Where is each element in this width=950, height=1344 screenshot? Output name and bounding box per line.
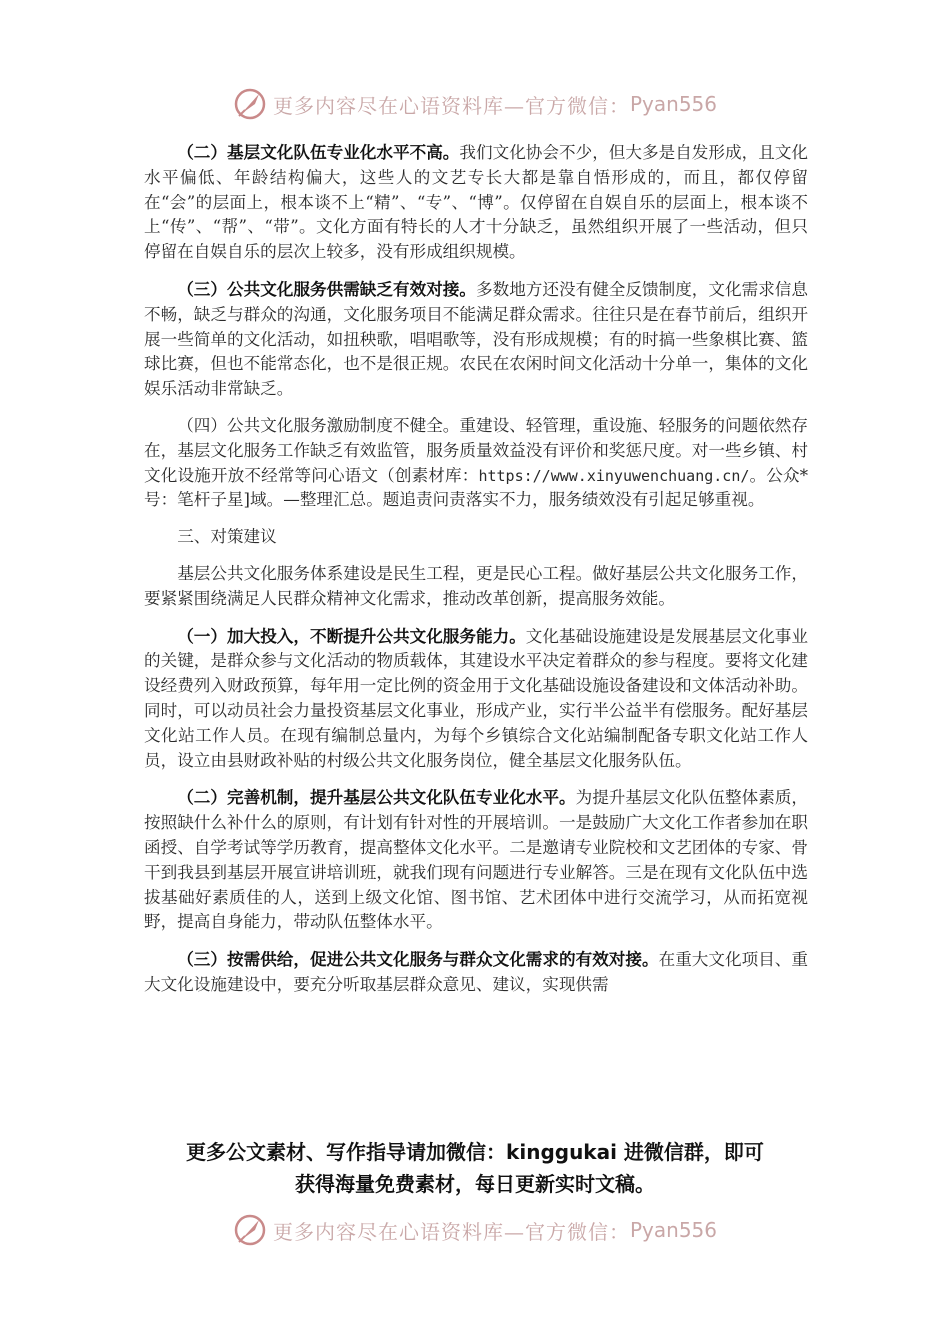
paragraph — [144, 624, 808, 774]
watermark-bottom — [0, 1210, 950, 1250]
footer-note — [0, 1136, 950, 1200]
paragraph — [144, 785, 808, 935]
watermark-top — [0, 84, 950, 124]
paragraph-url: https://www.xinyuwenchuang.cn/ — [478, 466, 750, 485]
paragraph — [144, 414, 808, 513]
paragraph — [144, 947, 808, 998]
paragraph-heading: （三）按需供给，促进公共文化服务与群众文化需求的有效对接。 — [177, 949, 659, 970]
paragraph-text: 多数地方还没有健全反馈制度，文化需求信息不畅，缺乏与群众的沟通，文化服务项目不能满足群众需求。往往只是在春节前后，组织开展一些简单的文化活动，如扭秧歌，唱唱歌等，没有形成规模；有的时搞一些象棋比赛、篮球比赛，但也不能常态化，也不是很正规。农民在农闲时间文化活动十分单一，集体的文化娱乐活动非常缺乏。 — [144, 279, 809, 399]
footer-line-2: 获得海量免费素材，每日更新实时文稿。 — [295, 1172, 655, 1196]
paragraph-text: 文化基础设施建设是发展基层文化事业的关键，是群众参与文化活动的物质载体，其建设水平决定着群众的参与程度。要将文化建设经费列入财政预算，每年用一定比例的资金用于文化基础设施设备建设和文体活动补助。同时，可以动员社会力量投资基层文化事业，形成产业，实行半公益半有偿服务。配好基层文化站工作人员。在现有编制总量内，为每个乡镇综合文化站编制配备专职文化站工作人员，设立由县财政补贴的村级公共文化服务岗位，健全基层文化服务队伍。 — [144, 626, 808, 770]
paragraph-heading: （三）公共文化服务供需缺乏有效对接。 — [177, 278, 476, 299]
paragraph-text: 为提升基层文化队伍整体素质，按照缺什么补什么的原则，有计划有针对性的开展培训。一是鼓励广大文化工作者参加在职函授、自学考试等学历教育，提高整体文化水平。二是邀请专业院校和文艺团体的专家、骨干到我县到基层开展宣讲培训班，就我们现有问题进行专业解答。三是在现有文化队伍中选拔基础好素质佳的人，送到上级文化馆、图书馆、艺术团体中进行交流学习，从而拓宽视野，提高自身能力，带动队伍整体水平。 — [144, 788, 809, 932]
paragraph-text: 。公众*号：笔杆子星]域。—整理汇总。题追责问责落实不力，服务绩效没有引起足够重视。 — [144, 465, 809, 510]
quill-logo-icon — [233, 87, 267, 121]
paragraph — [144, 140, 808, 265]
paragraph-heading: （一）加大投入，不断提升公共文化服务能力。 — [177, 625, 526, 646]
paragraph — [144, 277, 808, 402]
paragraph: 基层公共文化服务体系建设是民生工程，更是民心工程。做好基层公共文化服务工作，要紧紧围绕满足人民群众精神文化需求，推动改革创新，提高服务效能。 — [144, 563, 808, 608]
paragraph-heading: （二）基层文化队伍专业化水平不高。 — [177, 142, 460, 162]
paragraph-text: 在重大文化项目、重大文化设施建设中，要充分听取基层群众意见、建议，实现供需 — [144, 950, 809, 994]
paragraph-text: 我们文化协会不少，但大多是自发形成，且文化水平偏低、年龄结构偏大，这些人的文艺专长大都是靠自悟形成的，而且，都仅停留在“会”的层面上，根本谈不上“精”、“专”、“博”。仅停留在自娱自乐的层面上，根本谈不上“传”、“帮”、“带”。文化方面有特长的人才十分缺乏，虽然组织开展了一些活动，但只停留在自娱自乐的层次上较多，没有形成组织规模。 — [144, 143, 809, 262]
document-body — [144, 140, 808, 1010]
footer-line-1: 更多公文素材、写作指导请加微信：kinggukai 进微信群，即可 — [186, 1140, 764, 1164]
watermark-id: Pyan556 — [629, 1218, 717, 1242]
paragraph-heading: （二）完善机制，提升基层公共文化队伍专业化水平。 — [177, 787, 576, 808]
section-heading: 三、对策建议 — [177, 527, 277, 547]
paragraph-text: （四）公共文化服务激励制度不健全。重建设、轻管理，重设施、轻服务的问题依然存在，基层文化服务工作缺乏有效监管，服务质量效益没有评价和奖惩尺度。对一些乡镇、村文化设施开放不经常等问心语文（创素材库： — [144, 415, 808, 485]
watermark-id: Pyan556 — [629, 92, 717, 116]
watermark-text: 更多内容尽在心语资料库—官方微信： — [272, 93, 630, 118]
watermark-text: 更多内容尽在心语资料库—官方微信： — [272, 1219, 630, 1244]
quill-logo-icon — [233, 1213, 267, 1247]
